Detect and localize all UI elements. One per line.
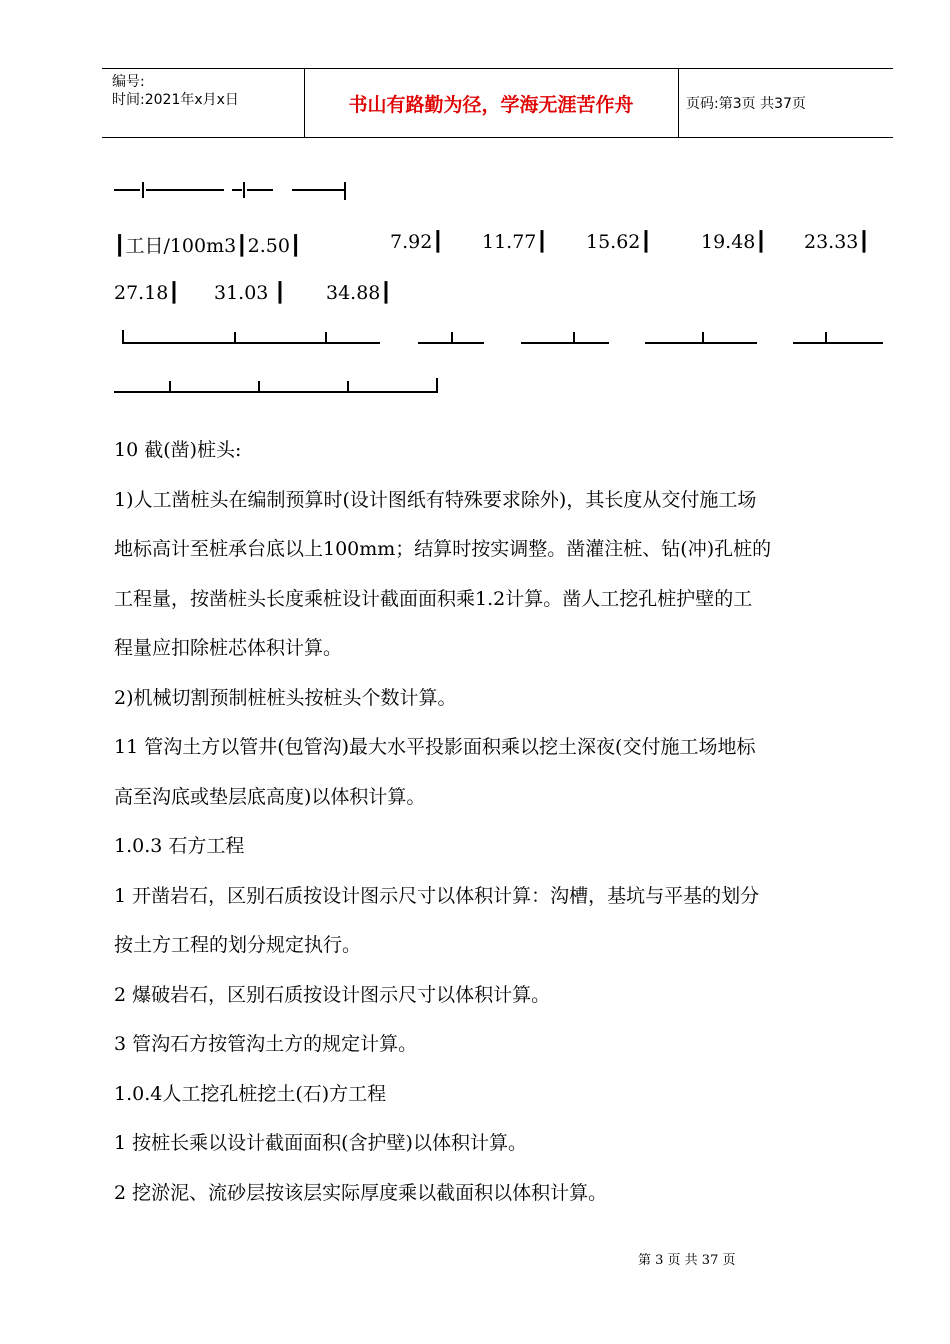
table-rule (247, 189, 273, 191)
header-page-info: 页码:第3页 共37页 (686, 96, 806, 112)
table-tick (258, 381, 260, 391)
table-cell: 15.62┃ (586, 231, 652, 253)
table-tick (243, 182, 245, 198)
table-cell: 7.92┃ (390, 231, 444, 253)
table-cell: 19.48┃ (701, 231, 767, 253)
body-text (114, 426, 894, 1218)
table-cell: 23.33┃ (804, 231, 870, 253)
table-rule (645, 342, 757, 344)
table-rule (292, 189, 344, 191)
paragraph-line: 2)机械切割预制桩桩头按桩头个数计算。 (114, 686, 457, 709)
header-divider (678, 69, 679, 137)
table-tick (169, 381, 171, 391)
paragraph-line: 1 按桩长乘以设计截面面积(含护壁)以体积计算。 (114, 1132, 527, 1154)
table-rule (232, 189, 242, 191)
time-label: 时间:2021年x月x日 (112, 92, 239, 108)
paragraph-line: 2 爆破岩石，区别石质按设计图示尺寸以体积计算。 (114, 983, 551, 1006)
footer-page-number: 第 3 页 共 37 页 (638, 1253, 736, 1268)
table-rule (114, 391, 438, 393)
paragraph-line: 1 开凿岩石，区别石质按设计图示尺寸以体积计算：沟槽，基坑与平基的划分 (114, 884, 760, 907)
table-cell: 34.88┃ (326, 282, 392, 304)
table-tick (234, 332, 236, 342)
table-tick (142, 182, 144, 198)
table-rule (521, 342, 609, 344)
paragraph-line: 1)人工凿桩头在编制预算时(设计图纸有特殊要求除外)，其长度从交付施工场 (114, 488, 757, 511)
paragraph-line: 程量应扣除桩芯体积计算。 (114, 637, 343, 659)
paragraph-line: 工程量，按凿桩头长度乘桩设计截面面积乘1.2计算。凿人工挖孔桩护壁的工 (114, 587, 753, 610)
table-row-label: ┃工日/100m3┃2.50┃ (114, 235, 302, 257)
table-tick (436, 378, 438, 393)
table-cell: 31.03 ┃ (214, 282, 286, 304)
paragraph-line: 1.0.3 石方工程 (114, 835, 245, 857)
table-rule (418, 342, 484, 344)
paragraph-line: 1.0.4人工挖孔桩挖土(石)方工程 (114, 1082, 387, 1105)
table-tick (344, 182, 346, 200)
header-meta (112, 73, 239, 109)
table-rule (114, 189, 140, 191)
paragraph-line: 2 挖淤泥、流砂层按该层实际厚度乘以截面积以体积计算。 (114, 1181, 608, 1204)
table-cell: 11.77┃ (482, 231, 548, 253)
table-rule (793, 342, 883, 344)
paragraph-line: 11 管沟土方以管井(包管沟)最大水平投影面积乘以挖土深夜(交付施工场地标 (114, 736, 756, 758)
paragraph-line: 按土方工程的划分规定执行。 (114, 934, 362, 956)
table-cell: 27.18┃ (114, 282, 180, 304)
paragraph-line: 高至沟底或垫层底高度)以体积计算。 (114, 785, 426, 808)
table-rule (122, 342, 380, 344)
table-tick (573, 332, 575, 342)
table-tick (451, 332, 453, 342)
document-header (102, 68, 893, 138)
paragraph-line: 地标高计至桩承台底以上100mm；结算时按实调整。凿灌注桩、钻(冲)孔桩的 (114, 538, 772, 560)
table-rule (146, 189, 224, 191)
table-tick (347, 381, 349, 391)
paragraph-line: 10 截(凿)桩头: (114, 439, 242, 461)
table-tick (825, 332, 827, 342)
table-tick (702, 332, 704, 342)
table-tick (325, 332, 327, 342)
number-label: 编号: (112, 74, 145, 90)
paragraph-line: 3 管沟石方按管沟土方的规定计算。 (114, 1033, 418, 1055)
header-motto: 书山有路勤为径，学海无涯苦作舟 (348, 93, 634, 116)
